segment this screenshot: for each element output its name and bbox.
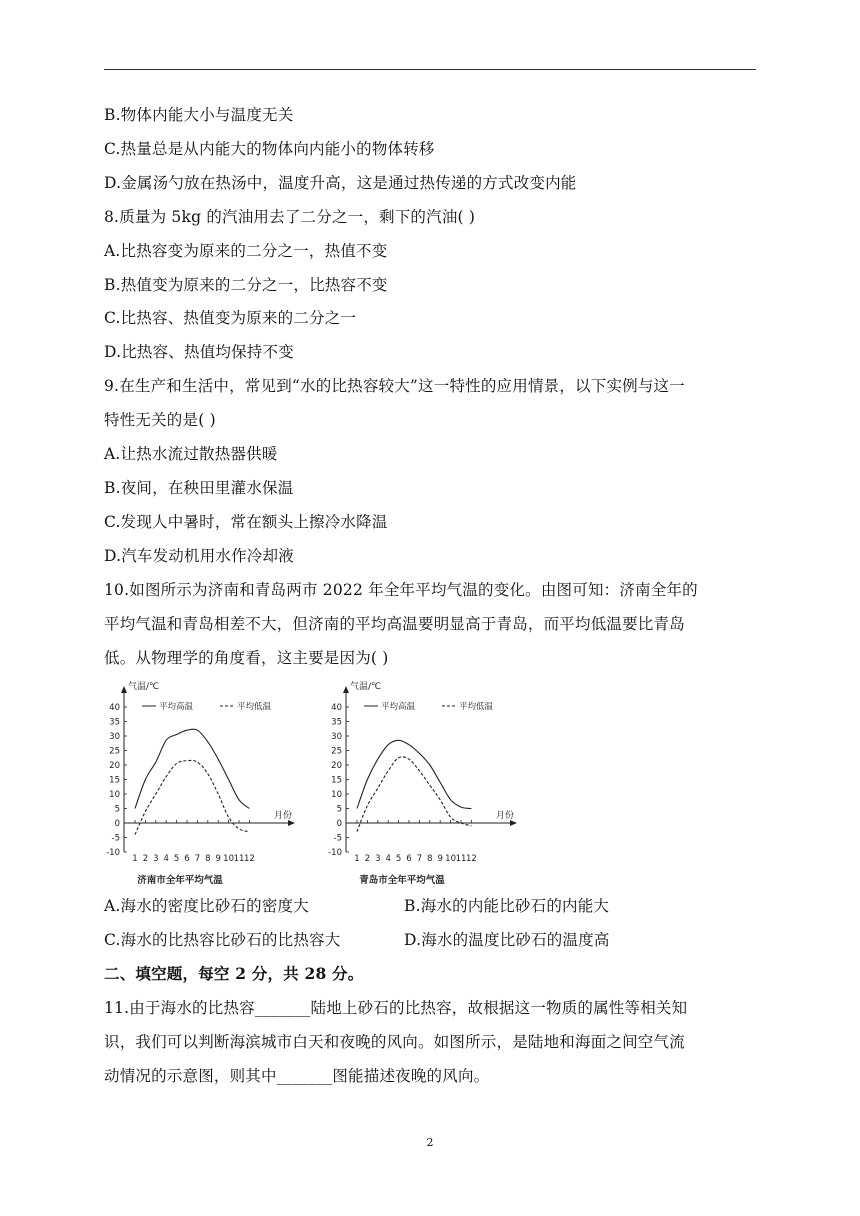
y-axis-label: 气温/℃	[350, 682, 382, 692]
chart-title: 青岛市全年平均气温	[359, 875, 445, 886]
question-10-line2: 平均气温和青岛相差不大，但济南的平均高温要明显高于青岛，而平均低温要比青岛	[104, 615, 685, 633]
x-tick-label: 9	[437, 854, 443, 864]
x-tick-label: 10	[223, 854, 235, 864]
x-tick-label: 2	[142, 854, 149, 864]
question-8: 8.质量为 5kg 的汽油用去了二分之一，剩下的汽油( )	[104, 208, 476, 226]
y-tick-label: 40	[331, 703, 342, 713]
y-axis-label: 气温/℃	[128, 682, 160, 692]
x-tick-label: 7	[194, 854, 201, 864]
question-9-line2: 特性无关的是( )	[104, 411, 216, 429]
question-9-line1: 9.在生产和生活中，常见到“水的比热容较大”这一特性的应用情景，以下实例与这一	[104, 377, 685, 395]
legend-label-1: 平均高温	[159, 702, 194, 712]
y-tick-label: 25	[331, 746, 342, 757]
question-11-line3: 动情况的示意图，则其中_______图能描述夜晚的风向。	[104, 1067, 490, 1085]
option-d-q8: D.比热容、热值均保持不变	[104, 343, 294, 361]
y-tick-label: 20	[109, 761, 120, 771]
x-tick-label: 3	[375, 854, 381, 864]
legend-label-1: 平均高温	[381, 702, 416, 712]
x-tick-label: 4	[385, 854, 391, 864]
x-tick-label: 12	[465, 854, 477, 864]
x-tick-label: 9	[215, 854, 221, 864]
question-11-line1: 11.由于海水的比热容_______陆地上砂石的比热容，故根据这一物质的属性等相关知	[104, 999, 688, 1017]
y-tick-label: 5	[336, 804, 342, 815]
option-c-q9: C.发现人中暑时，常在额头上擦冷水降温	[104, 513, 388, 531]
question-10-line3: 低。从物理学的角度看，这主要是因为( )	[104, 649, 389, 667]
option-a-q8: A.比热容变为原来的二分之一，热值不变	[104, 242, 388, 260]
y-tick-label: -5	[111, 833, 120, 844]
legend-label-2: 平均低温	[459, 702, 494, 712]
y-tick-label: -10	[328, 848, 342, 858]
x-tick-label: 3	[153, 854, 159, 864]
option-d-q10: D.海水的温度比砂石的温度高	[404, 931, 610, 949]
x-tick-label: 2	[364, 854, 371, 864]
y-tick-label: 15	[109, 775, 120, 786]
x-tick-label: 5	[173, 854, 180, 864]
option-b-q10: B.海水的内能比砂石的内能大	[404, 897, 610, 915]
y-tick-label: 5	[114, 804, 120, 815]
y-tick-label: 0	[114, 819, 120, 829]
qingdao-temperature-chart	[322, 676, 527, 888]
series-line-1	[135, 729, 249, 808]
x-tick-label: 4	[163, 854, 169, 864]
x-tick-label: 6	[184, 854, 190, 864]
x-tick-label: 8	[427, 854, 433, 864]
x-axis-label: 月份	[496, 811, 515, 821]
series-line-2	[357, 757, 471, 832]
y-tick-label: 20	[331, 761, 342, 771]
y-tick-label: 10	[331, 790, 342, 800]
option-b-q8: B.热值变为原来的二分之一，比热容不变	[104, 276, 388, 294]
x-tick-label: 10	[445, 854, 457, 864]
x-axis-label: 月份	[274, 811, 293, 821]
series-line-1	[357, 740, 471, 808]
option-a-q10: A.海水的密度比砂石的密度大	[104, 897, 309, 915]
option-a-q9: A.让热水流过散热器供暖	[104, 445, 278, 463]
y-tick-label: -10	[106, 848, 120, 858]
y-tick-label: 35	[109, 717, 120, 728]
y-tick-label: 15	[331, 775, 342, 786]
y-tick-label: -5	[333, 833, 342, 844]
y-tick-label: 35	[331, 717, 342, 728]
x-tick-label: 11	[455, 854, 467, 864]
x-tick-label: 12	[243, 854, 255, 864]
option-c-q10: C.海水的比热容比砂石的比热容大	[104, 931, 341, 949]
option-c-q8: C.比热容、热值变为原来的二分之一	[104, 309, 357, 327]
header-rule	[104, 69, 756, 70]
jinan-temperature-chart	[100, 676, 305, 888]
option-d-q9: D.汽车发动机用水作冷却液	[104, 547, 294, 565]
x-tick-label: 6	[406, 854, 412, 864]
option-d-q7: D.金属汤勺放在热汤中，温度升高，这是通过热传递的方式改变内能	[104, 174, 577, 192]
y-tick-label: 40	[109, 703, 120, 713]
y-tick-label: 30	[331, 732, 342, 742]
x-tick-label: 7	[416, 854, 423, 864]
x-tick-label: 5	[395, 854, 402, 864]
option-b-q9: B.夜间，在秧田里灌水保温	[104, 479, 294, 497]
page-number: 2	[426, 1136, 434, 1149]
y-tick-label: 0	[336, 819, 342, 829]
section-2-heading: 二、填空题，每空 2 分，共 28 分。	[104, 964, 364, 983]
question-10-line1: 10.如图所示为济南和青岛两市 2022 年全年平均气温的变化。由图可知：济南全年的	[104, 581, 698, 599]
x-tick-label: 1	[132, 854, 138, 864]
question-11-line2: 识，我们可以判断海滨城市白天和夜晚的风向。如图所示，是陆地和海面之间空气流	[104, 1033, 685, 1051]
option-c-q7: C.热量总是从内能大的物体向内能小的物体转移	[104, 140, 435, 158]
y-axis-arrow	[121, 686, 127, 693]
option-b-q7: B.物体内能大小与温度无关	[104, 106, 294, 124]
legend-label-2: 平均低温	[237, 702, 272, 712]
x-tick-label: 11	[233, 854, 245, 864]
x-tick-label: 8	[205, 854, 211, 864]
x-tick-label: 1	[354, 854, 360, 864]
y-tick-label: 30	[109, 732, 120, 742]
chart-title: 济南市全年平均气温	[137, 875, 223, 886]
y-axis-arrow	[343, 686, 349, 693]
y-tick-label: 25	[109, 746, 120, 757]
y-tick-label: 10	[109, 790, 120, 800]
